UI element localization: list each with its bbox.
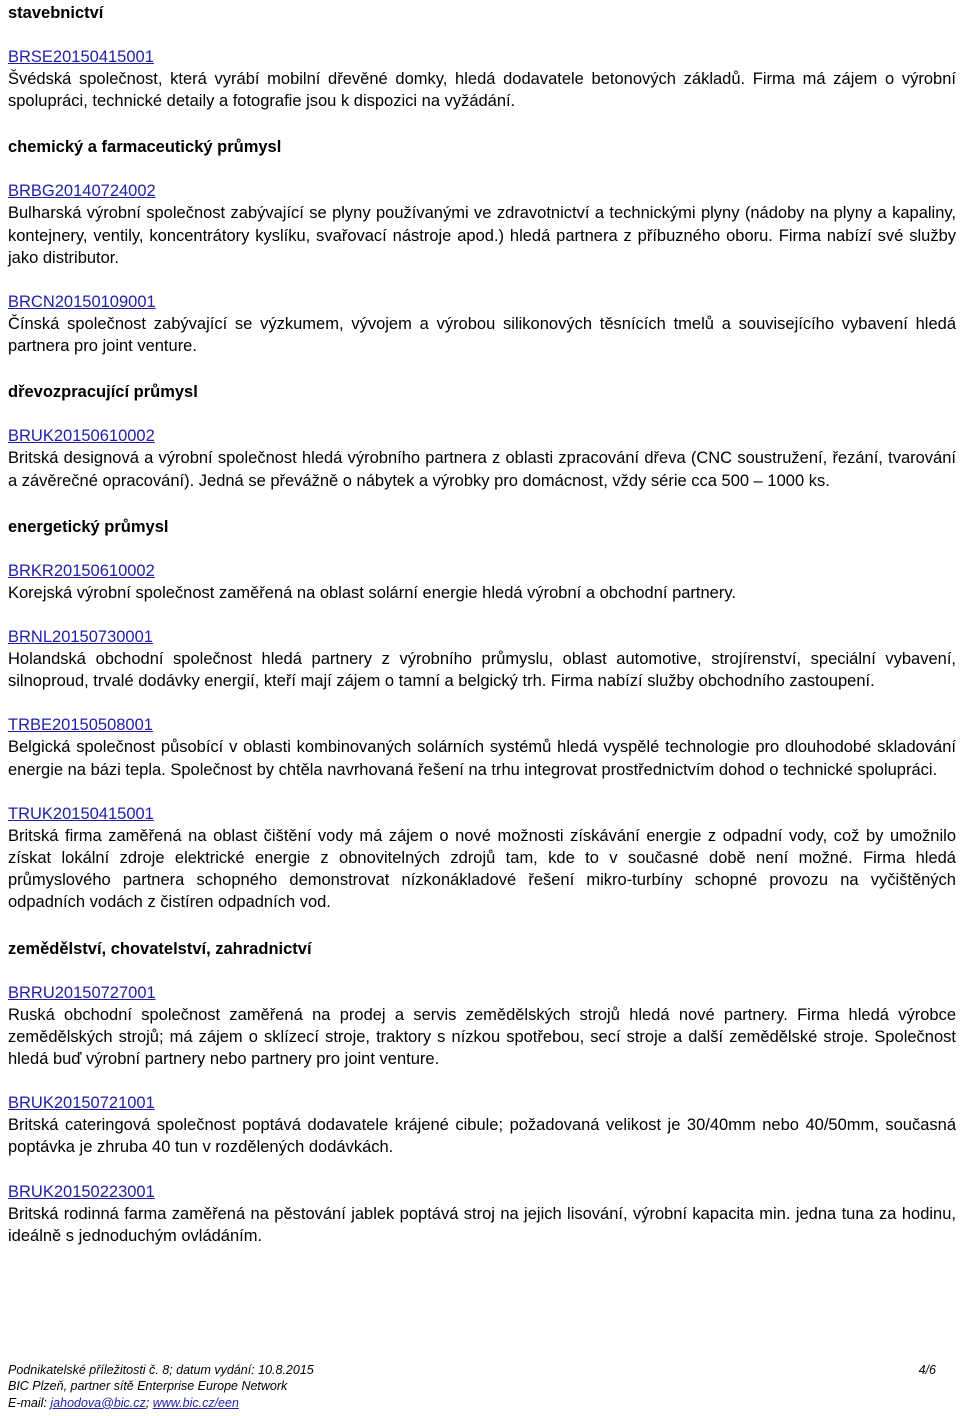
offer-item (8, 714, 956, 780)
offer-reference-link[interactable]: BRKR20150610002 (8, 561, 155, 580)
offer-description: Švédská společnost, která vyrábí mobilní dřevěné domky, hledá dodavatele betonových základů. Firma má zájem o výrobní spolupráci, technické detaily a fotografie jsou k dispozici na vyžádání. (8, 70, 956, 111)
offer-reference-link[interactable]: TRBE20150508001 (8, 716, 153, 735)
offer-description: Bulharská výrobní společnost zabývající se plyny používanými ve zdravotnictví a technickými plyny (nádoby na plyny a kapaliny, kontejnery, ventily, koncentrátory kyslíku, svařovací nástroje apod.) hledá partnera z příbuzného oboru. Firma nabízí své služby jako distributor. (8, 204, 956, 267)
section-heading: dřevozpracující průmysl (8, 383, 198, 402)
offer-description: Britská rodinná farma zaměřená na pěstování jablek poptává stroj na jejich lisování, výrobní kapacita min. jedna tuna za hodinu, ideálně s jednoduchým ovládáním. (8, 1204, 956, 1245)
offer-reference-link[interactable]: TRUK20150415001 (8, 804, 154, 823)
offer-description: Britská cateringová společnost poptává dodavatele krájené cibule; požadovaná velikost je 30/40mm nebo 40/50mm, současná poptávka je zhruba 40 tun v rozdělených dodávkách. (8, 1116, 956, 1157)
contact-separator: ; (145, 1395, 150, 1410)
offer-item (8, 560, 956, 604)
offer-item (8, 291, 956, 357)
contact-line (8, 1395, 936, 1411)
section-heading: chemický a farmaceutický průmysl (8, 138, 282, 157)
offer-reference-link[interactable]: BRRU20150727001 (8, 983, 156, 1002)
offer-item (8, 626, 956, 692)
offer-item (8, 982, 956, 1071)
offer-reference-link[interactable]: BRUK20150223001 (8, 1182, 155, 1201)
email-label: E-mail: (8, 1395, 47, 1410)
industry-section (8, 514, 956, 914)
offer-item (8, 1092, 956, 1158)
page-number: 4/6 (918, 1363, 936, 1377)
offer-item (8, 1181, 956, 1247)
section-heading: energetický průmysl (8, 517, 169, 536)
offer-description: Čínská společnost zabývající se výzkumem, vývojem a výrobou silikonových těsnících tmelů a souvisejícího vybavení hledá partnera pro joint venture. (8, 315, 956, 356)
offer-item (8, 180, 956, 269)
offer-reference-link[interactable]: BRNL20150730001 (8, 628, 153, 647)
industry-section (8, 0, 956, 112)
offer-item (8, 803, 956, 914)
offer-description: Britská designová a výrobní společnost hledá výrobního partnera z oblasti zpracování dřeva (CNC soustružení, řezání, tvarování a závěrečné opracování). Jedná se převážně o nábytek a výrobky pro domácnost, vždy série cca 500 – 1000 ks. (8, 449, 956, 490)
section-heading: stavebnictví (8, 4, 104, 22)
offer-reference-link[interactable]: BRUK20150610002 (8, 427, 155, 446)
document-body (8, 0, 956, 1269)
industry-section (8, 379, 956, 491)
page-footer (8, 1362, 936, 1411)
email-link[interactable]: jahodova@bic.cz (50, 1395, 146, 1410)
offer-description: Britská firma zaměřená na oblast čištění vody má zájem o nové možnosti získávání energie z odpadní vody, což by umožnilo získat lokální zdroje elektrické energie z obnovitelných zdrojů tam, kde to v současné době není možné. Firma hledá průmyslového partnera schopného demonstrovat nízkonákladové řešení mikro-turbíny schopné provozu na vyčištěných odpadních vodách z čistíren odpadních vod. (8, 826, 956, 912)
offer-reference-link[interactable]: BRCN20150109001 (8, 293, 156, 312)
industry-section (8, 134, 956, 357)
offer-description: Korejská výrobní společnost zaměřená na oblast solární energie hledá výrobní a obchodní partnery. (8, 583, 736, 602)
organization-info: BIC Plzeň, partner sítě Enterprise Europe Network (8, 1379, 288, 1394)
offer-reference-link[interactable]: BRSE20150415001 (8, 48, 154, 66)
section-heading: zemědělství, chovatelství, zahradnictví (8, 939, 312, 958)
website-link[interactable]: www.bic.cz/een (152, 1395, 239, 1410)
offer-reference-link[interactable]: BRUK20150721001 (8, 1094, 155, 1113)
offer-description: Ruská obchodní společnost zaměřená na prodej a servis zemědělských strojů hledá nové partnery. Firma hledá výrobce zemědělských strojů; má zájem o sklízecí stroje, traktory s nízkou spotřebou, secí stroje a další zemědělské stroje. Společnost hledá buď výrobní partnery nebo partnery pro joint venture. (8, 1005, 956, 1069)
industry-section (8, 936, 956, 1247)
offer-item (8, 425, 956, 491)
offer-reference-link[interactable]: BRBG20140724002 (8, 182, 156, 201)
offer-description: Belgická společnost působící v oblasti kombinovaných solárních systémů hledá vyspělé technologie pro dlouhodobé skladování energie na bázi tepla. Společnost by chtěla navrhovaná řešení na trhu integrovat prostřednictvím dohod o technické spolupráci. (8, 738, 956, 779)
offer-description: Holandská obchodní společnost hledá partnery z výrobního průmyslu, oblast automotive, strojírenství, speciální vybavení, silnoproud, trvalé dodávky energií, kteří mají zájem o tamní a belgický trh. Firma nabízí služby obchodního zastoupení. (8, 650, 956, 691)
offer-item (8, 46, 956, 112)
publication-info: Podnikatelské příležitosti č. 8; datum vydání: 10.8.2015 (8, 1363, 314, 1377)
